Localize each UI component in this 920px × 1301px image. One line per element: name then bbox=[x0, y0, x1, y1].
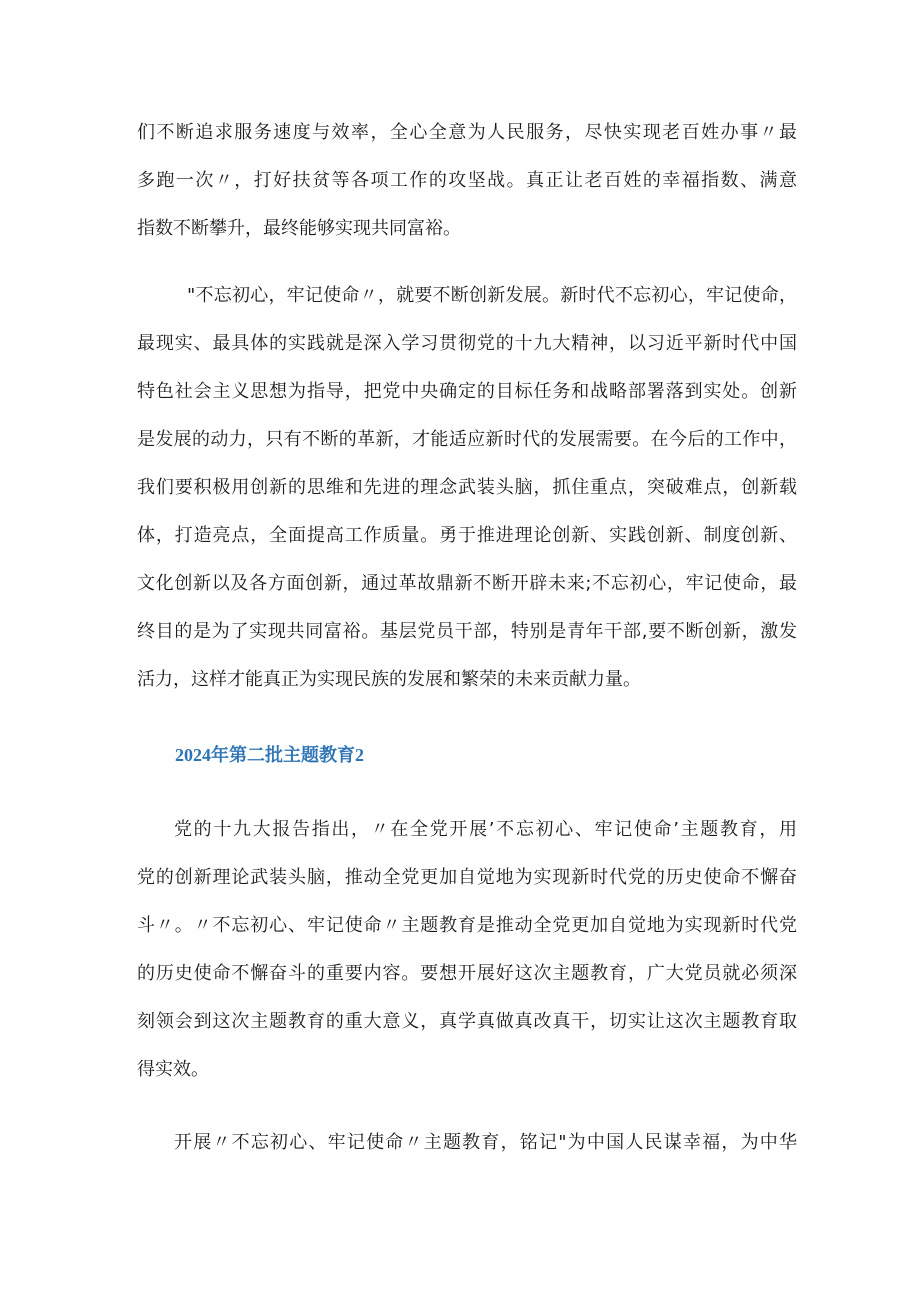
paragraph-2-line-3: 特色社会主义思想为指导，把党中央确定的目标任务和战略部署落到实处。创新 bbox=[137, 381, 797, 402]
paragraph-1 bbox=[137, 109, 797, 253]
paragraph-3-line-5: 刻领会到这次主题教育的重大意义，真学真做真改真干，切实让这次主题教育取 bbox=[137, 1011, 797, 1032]
paragraph-2-line-5: 我们要积极用创新的思维和先进的理念武装头脑，抓住重点，突破难点，创新载 bbox=[137, 477, 797, 498]
paragraph-2-line-6: 体，打造亮点，全面提高工作质量。勇于推进理论创新、实践创新、制度创新、 bbox=[137, 525, 797, 546]
paragraph-3-line-4: 的历史使命不懈奋斗的重要内容。要想开展好这次主题教育，广大党员就必须深 bbox=[137, 963, 797, 984]
paragraph-4 bbox=[137, 1119, 797, 1167]
section-heading: 2024年第二批主题教育2 bbox=[175, 745, 364, 765]
paragraph-3-line-1: 党的十九大报告指出，〃在全党开展’不忘初心、牢记使命’主题教育，用 bbox=[174, 819, 797, 840]
paragraph-2-line-9: 活力，这样才能真正为实现民族的发展和繁荣的未来贡献力量。 bbox=[137, 669, 641, 690]
paragraph-3-line-3: 斗〃。〃不忘初心、牢记使命〃主题教育是推动全党更加自觉地为实现新时代党 bbox=[137, 915, 797, 936]
paragraph-4-line-1: 开展〃不忘初心、牢记使命〃主题教育，铭记"为中国人民谋幸福，为中华 bbox=[174, 1132, 797, 1153]
paragraph-1-line-2: 多跑一次〃，打好扶贫等各项工作的攻坚战。真正让老百姓的幸福指数、满意 bbox=[137, 170, 797, 191]
paragraph-2 bbox=[137, 272, 797, 704]
paragraph-2-line-1: "不忘初心，牢记使命〃，就要不断创新发展。新时代不忘初心，牢记使命， bbox=[187, 285, 797, 306]
paragraph-3 bbox=[137, 806, 797, 1094]
paragraph-1-line-3: 指数不断攀升，最终能够实现共同富裕。 bbox=[137, 218, 461, 239]
paragraph-2-line-4: 是发展的动力，只有不断的革新，才能适应新时代的发展需要。在今后的工作中， bbox=[137, 429, 797, 450]
paragraph-2-line-8: 终目的是为了实现共同富裕。基层党员干部，特别是青年干部,要不断创新，激发 bbox=[137, 621, 797, 642]
paragraph-1-line-1: 们不断追求服务速度与效率，全心全意为人民服务，尽快实现老百姓办事〃最 bbox=[137, 122, 797, 143]
paragraph-2-line-2: 最现实、最具体的实践就是深入学习贯彻党的十九大精神，以习近平新时代中国 bbox=[137, 333, 797, 354]
paragraph-2-line-7: 文化创新以及各方面创新，通过革故鼎新不断开辟未来;不忘初心，牢记使命，最 bbox=[137, 573, 797, 594]
paragraph-3-line-2: 党的创新理论武装头脑，推动全党更加自觉地为实现新时代党的历史使命不懈奋 bbox=[137, 867, 797, 888]
paragraph-3-line-6: 得实效。 bbox=[137, 1059, 209, 1080]
